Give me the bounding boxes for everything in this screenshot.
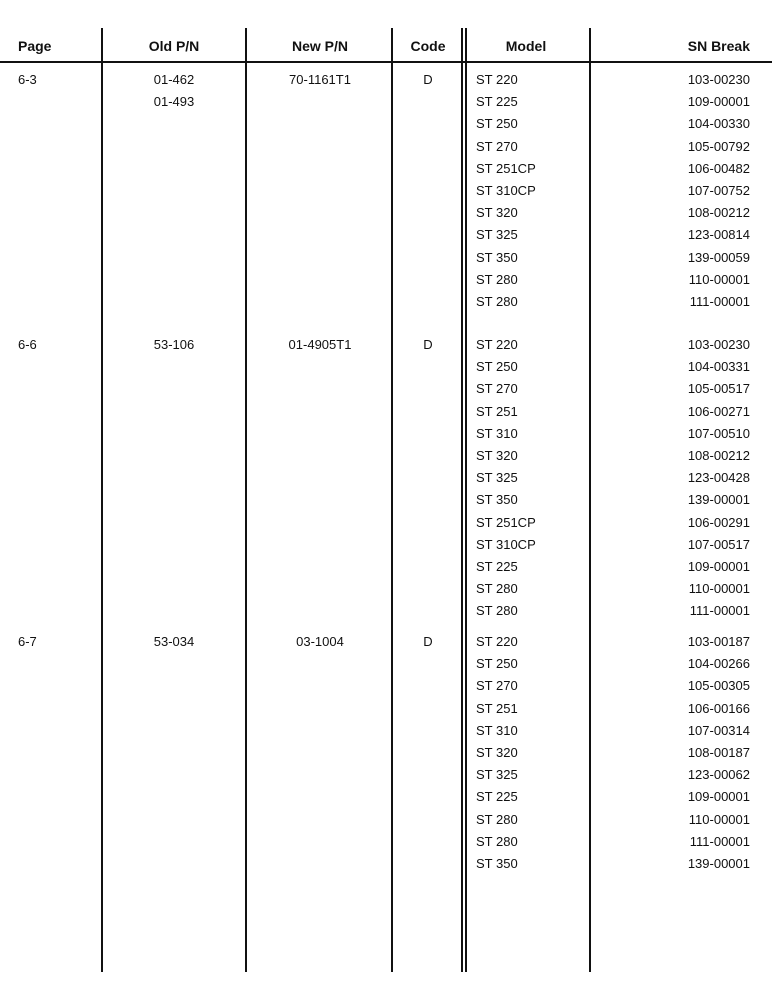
sn-break-cell: 111-00001 — [689, 833, 750, 849]
model-cell: ST 320 — [476, 448, 518, 463]
model-cell: ST 280 — [476, 833, 518, 849]
column-divider-page — [101, 28, 103, 972]
model-cell: ST 310 — [476, 722, 518, 738]
code-value: D — [423, 337, 433, 352]
model-cell: ST 320 — [476, 205, 518, 221]
sn-break-cell: 108-00212 — [687, 205, 750, 221]
sn-break-cell: 107-00752 — [687, 183, 750, 198]
sn-break-cell: 139-00001 — [687, 856, 750, 871]
old-part-number: 01-462 — [153, 72, 195, 87]
model-cell: ST 325 — [476, 227, 518, 243]
sn-break-cell: 109-00001 — [687, 94, 750, 110]
old-part-number: 53-034 — [153, 634, 195, 649]
page-ref: 6-7 — [18, 634, 37, 649]
sn-break-cell: 107-00517 — [687, 536, 750, 552]
page-ref: 6-3 — [18, 72, 37, 87]
model-cell: ST 350 — [476, 249, 518, 265]
sn-break-cell: 105-00517 — [687, 381, 750, 397]
sn-break-cell: 110-00001 — [688, 811, 750, 827]
sn-break-cell: 123-00062 — [687, 767, 750, 783]
new-part-number: 70-1161T1 — [289, 72, 351, 87]
model-cell: ST 280 — [476, 294, 518, 309]
model-cell: ST 270 — [476, 138, 518, 154]
column-divider-code — [461, 28, 463, 972]
column-divider-old-pn — [245, 28, 247, 972]
header-model: Model — [505, 38, 547, 54]
model-cell: ST 225 — [476, 789, 518, 805]
model-cell: ST 325 — [476, 767, 518, 783]
model-cell: ST 225 — [476, 94, 518, 110]
old-part-number: 53-106 — [153, 337, 195, 352]
sn-break-cell: 106-00482 — [687, 160, 750, 176]
code-value: D — [423, 634, 433, 649]
model-cell: ST 310 — [476, 425, 518, 441]
model-cell: ST 220 — [476, 337, 518, 352]
sn-break-cell: 110-00001 — [688, 271, 750, 287]
sn-break-cell: 107-00314 — [687, 722, 750, 738]
sn-break-cell: 103-00230 — [687, 337, 750, 352]
new-part-number: 03-1004 — [296, 634, 344, 649]
model-cell: ST 280 — [476, 603, 518, 619]
header-underline — [0, 61, 772, 63]
header-new-pn: New P/N — [291, 38, 348, 54]
model-cell: ST 220 — [476, 72, 518, 87]
model-cell: ST 280 — [476, 271, 518, 287]
header-old-pn: Old P/N — [148, 38, 200, 54]
old-part-number: 01-493 — [153, 94, 195, 110]
model-cell: ST 280 — [476, 811, 518, 827]
new-part-number: 01-4905T1 — [288, 337, 352, 352]
sn-break-cell: 106-00271 — [687, 403, 750, 419]
sn-break-cell: 106-00291 — [687, 514, 750, 530]
model-cell: ST 220 — [476, 634, 518, 649]
sn-break-cell: 104-00266 — [687, 656, 750, 672]
model-cell: ST 250 — [476, 116, 518, 132]
model-cell: ST 251 — [476, 403, 518, 419]
sn-break-cell: 109-00001 — [687, 789, 750, 805]
header-sn-break: SN Break — [687, 38, 750, 54]
model-cell: ST 251 — [476, 700, 518, 716]
sn-break-cell: 105-00305 — [687, 678, 750, 694]
sn-break-cell: 139-00001 — [687, 492, 750, 508]
sn-break-cell: 104-00330 — [687, 116, 750, 132]
column-divider-sn — [589, 28, 591, 972]
sn-break-cell: 106-00166 — [687, 700, 750, 716]
model-cell: ST 250 — [476, 656, 518, 672]
sn-break-cell: 103-00187 — [687, 634, 750, 649]
column-divider-model — [465, 28, 467, 972]
model-cell: ST 320 — [476, 745, 518, 760]
model-cell: ST 270 — [476, 678, 518, 694]
sn-break-cell: 123-00814 — [687, 227, 750, 243]
model-cell: ST 350 — [476, 492, 518, 508]
model-cell: ST 310CP — [476, 183, 536, 198]
model-cell: ST 270 — [476, 381, 518, 397]
model-cell: ST 250 — [476, 359, 518, 375]
code-value: D — [423, 72, 433, 87]
sn-break-cell: 107-00510 — [687, 425, 750, 441]
sn-break-cell: 111-00001 — [689, 603, 750, 619]
sn-break-cell: 104-00331 — [687, 359, 750, 375]
header-page: Page — [18, 38, 52, 54]
model-cell: ST 310CP — [476, 536, 536, 552]
column-divider-new-pn — [391, 28, 393, 972]
model-cell: ST 325 — [476, 470, 518, 486]
sn-break-cell: 108-00187 — [687, 745, 750, 760]
sn-break-cell: 123-00428 — [687, 470, 750, 486]
sn-break-cell: 109-00001 — [687, 559, 750, 574]
sn-break-cell: 110-00001 — [688, 581, 750, 597]
sn-break-cell: 105-00792 — [687, 138, 750, 154]
header-code: Code — [410, 38, 446, 54]
model-cell: ST 280 — [476, 581, 518, 597]
page-ref: 6-6 — [18, 337, 37, 352]
sn-break-cell: 139-00059 — [687, 249, 750, 265]
sn-break-cell: 108-00212 — [687, 448, 750, 463]
model-cell: ST 251CP — [476, 514, 536, 530]
model-cell: ST 225 — [476, 559, 518, 574]
sn-break-cell: 103-00230 — [687, 72, 750, 87]
model-cell: ST 251CP — [476, 160, 536, 176]
sn-break-cell: 111-00001 — [689, 294, 750, 309]
model-cell: ST 350 — [476, 856, 518, 871]
